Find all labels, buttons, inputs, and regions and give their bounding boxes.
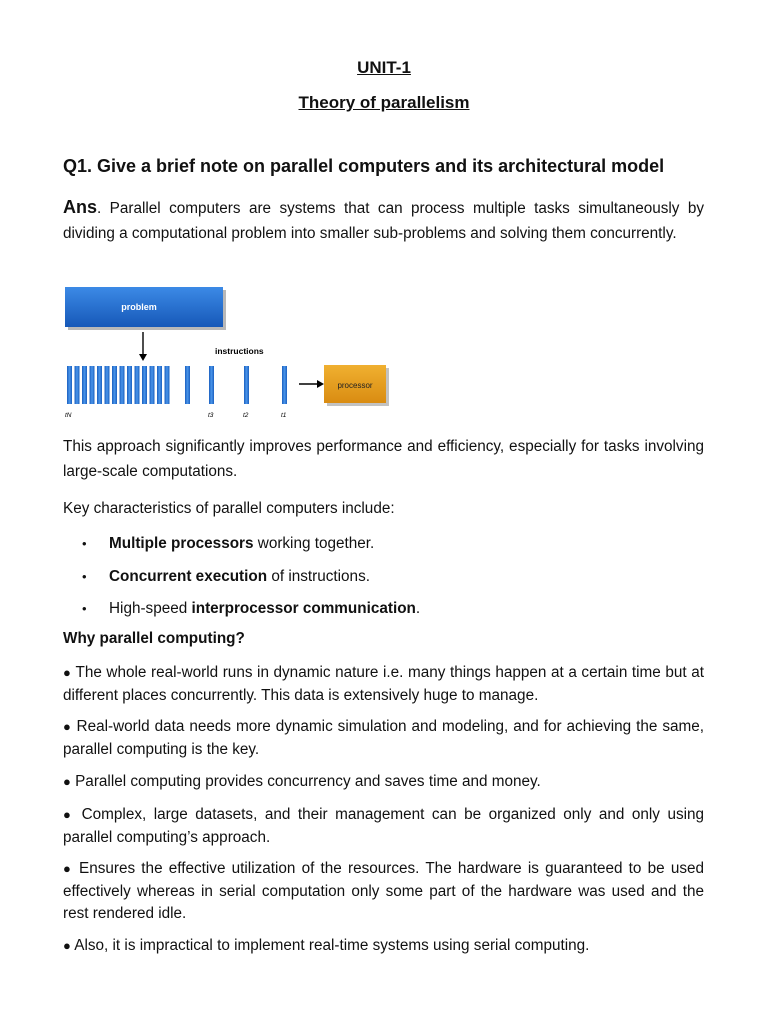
time-label-tN: tN bbox=[65, 412, 72, 419]
instruction-bar bbox=[150, 366, 155, 404]
bullet-suffix: of instructions. bbox=[267, 567, 370, 585]
characteristics-list bbox=[82, 533, 702, 631]
instructions-label: instructions bbox=[215, 346, 264, 356]
reason-item bbox=[63, 858, 704, 926]
reason-text: Parallel computing provides concurrency and saves time and money. bbox=[75, 773, 541, 790]
subject-heading: Theory of parallelism bbox=[298, 93, 470, 112]
down-arrow-head bbox=[139, 354, 147, 361]
instruction-bar bbox=[142, 366, 147, 404]
reason-text: Ensures the effective utilization of the resources. The hardware is guaranteed to be used effectively whereas in serial computation only some part of the hardware was used and the rest rendered idle. bbox=[63, 860, 705, 922]
instruction-bar bbox=[127, 366, 132, 404]
approach-paragraph: This approach significantly improves performance and efficiency, especially for tasks involving large-scale computations. bbox=[63, 438, 704, 480]
instruction-bar bbox=[165, 366, 170, 404]
instruction-bar bbox=[82, 366, 87, 404]
reason-text: Real-world data needs more dynamic simulation and modeling, and for achieving the same, parallel computing is the key. bbox=[63, 718, 705, 758]
bullet-suffix: working together. bbox=[253, 535, 375, 552]
reason-text: Complex, large datasets, and their management can be organized only and only using parallel computing’s approach. bbox=[63, 806, 705, 846]
processor-label: processor bbox=[337, 381, 373, 390]
reason-item bbox=[63, 935, 704, 958]
instruction-bar bbox=[185, 366, 190, 404]
bullet-icon: • bbox=[82, 601, 87, 616]
answer-label: Ans bbox=[63, 197, 98, 217]
point-icon: ● bbox=[63, 719, 72, 734]
instruction-bar bbox=[120, 366, 125, 404]
instruction-bars bbox=[67, 366, 287, 404]
time-label-t3: t3 bbox=[208, 412, 214, 419]
answer-text: . Parallel computers are systems that can process multiple tasks simultaneously by dividing a computational problem into smaller sub-problems and solving them concurrently. bbox=[63, 200, 704, 242]
point-icon: ● bbox=[63, 861, 73, 876]
bullet-icon: • bbox=[82, 536, 87, 551]
bullet-bold: Multiple processors bbox=[109, 535, 254, 552]
point-icon: ● bbox=[63, 665, 72, 680]
instruction-bar bbox=[75, 366, 80, 404]
bullet-icon: • bbox=[82, 568, 87, 584]
list-item bbox=[82, 566, 702, 599]
instruction-bar bbox=[67, 366, 72, 404]
instruction-bar bbox=[135, 366, 140, 404]
instruction-bar bbox=[97, 366, 102, 404]
unit-heading: UNIT-1 bbox=[357, 58, 411, 77]
time-label-t1: t1 bbox=[281, 412, 287, 419]
bullet-bold: interprocessor communication bbox=[191, 600, 416, 617]
time-label-t2: t2 bbox=[243, 412, 249, 419]
point-icon: ● bbox=[63, 774, 71, 789]
bullet-prefix: High-speed bbox=[109, 600, 192, 617]
why-heading: Why parallel computing? bbox=[63, 630, 245, 647]
bullet-bold: Concurrent execution bbox=[109, 567, 268, 585]
instruction-bar bbox=[90, 366, 95, 404]
reason-text: The whole real-world runs in dynamic nature i.e. many things happen at a certain time but at different places concurrently. This data is extensively huge to manage. bbox=[63, 664, 704, 704]
point-icon: ● bbox=[63, 807, 75, 822]
list-item bbox=[82, 533, 702, 566]
key-characteristics-intro: Key characteristics of parallel computers include: bbox=[63, 500, 395, 517]
instruction-bar bbox=[244, 366, 249, 404]
problem-label: problem bbox=[121, 302, 157, 312]
point-icon: ● bbox=[63, 938, 71, 953]
instruction-bar bbox=[105, 366, 110, 404]
reason-item bbox=[63, 662, 704, 707]
reason-item bbox=[63, 771, 704, 794]
reason-item bbox=[63, 716, 704, 761]
instruction-bar bbox=[157, 366, 162, 404]
parallel-computing-diagram bbox=[63, 284, 393, 424]
instruction-bar bbox=[209, 366, 214, 404]
list-item bbox=[82, 598, 702, 631]
question-heading: Q1. Give a brief note on parallel computers and its architectural model bbox=[63, 156, 665, 176]
reason-text: Also, it is impractical to implement real-time systems using serial computing. bbox=[74, 937, 590, 954]
reason-item bbox=[63, 804, 704, 849]
bullet-suffix: . bbox=[415, 600, 421, 617]
answer-paragraph bbox=[63, 195, 704, 246]
right-arrow-head bbox=[317, 380, 324, 388]
instruction-bar bbox=[112, 366, 117, 404]
instruction-bar bbox=[282, 366, 287, 404]
